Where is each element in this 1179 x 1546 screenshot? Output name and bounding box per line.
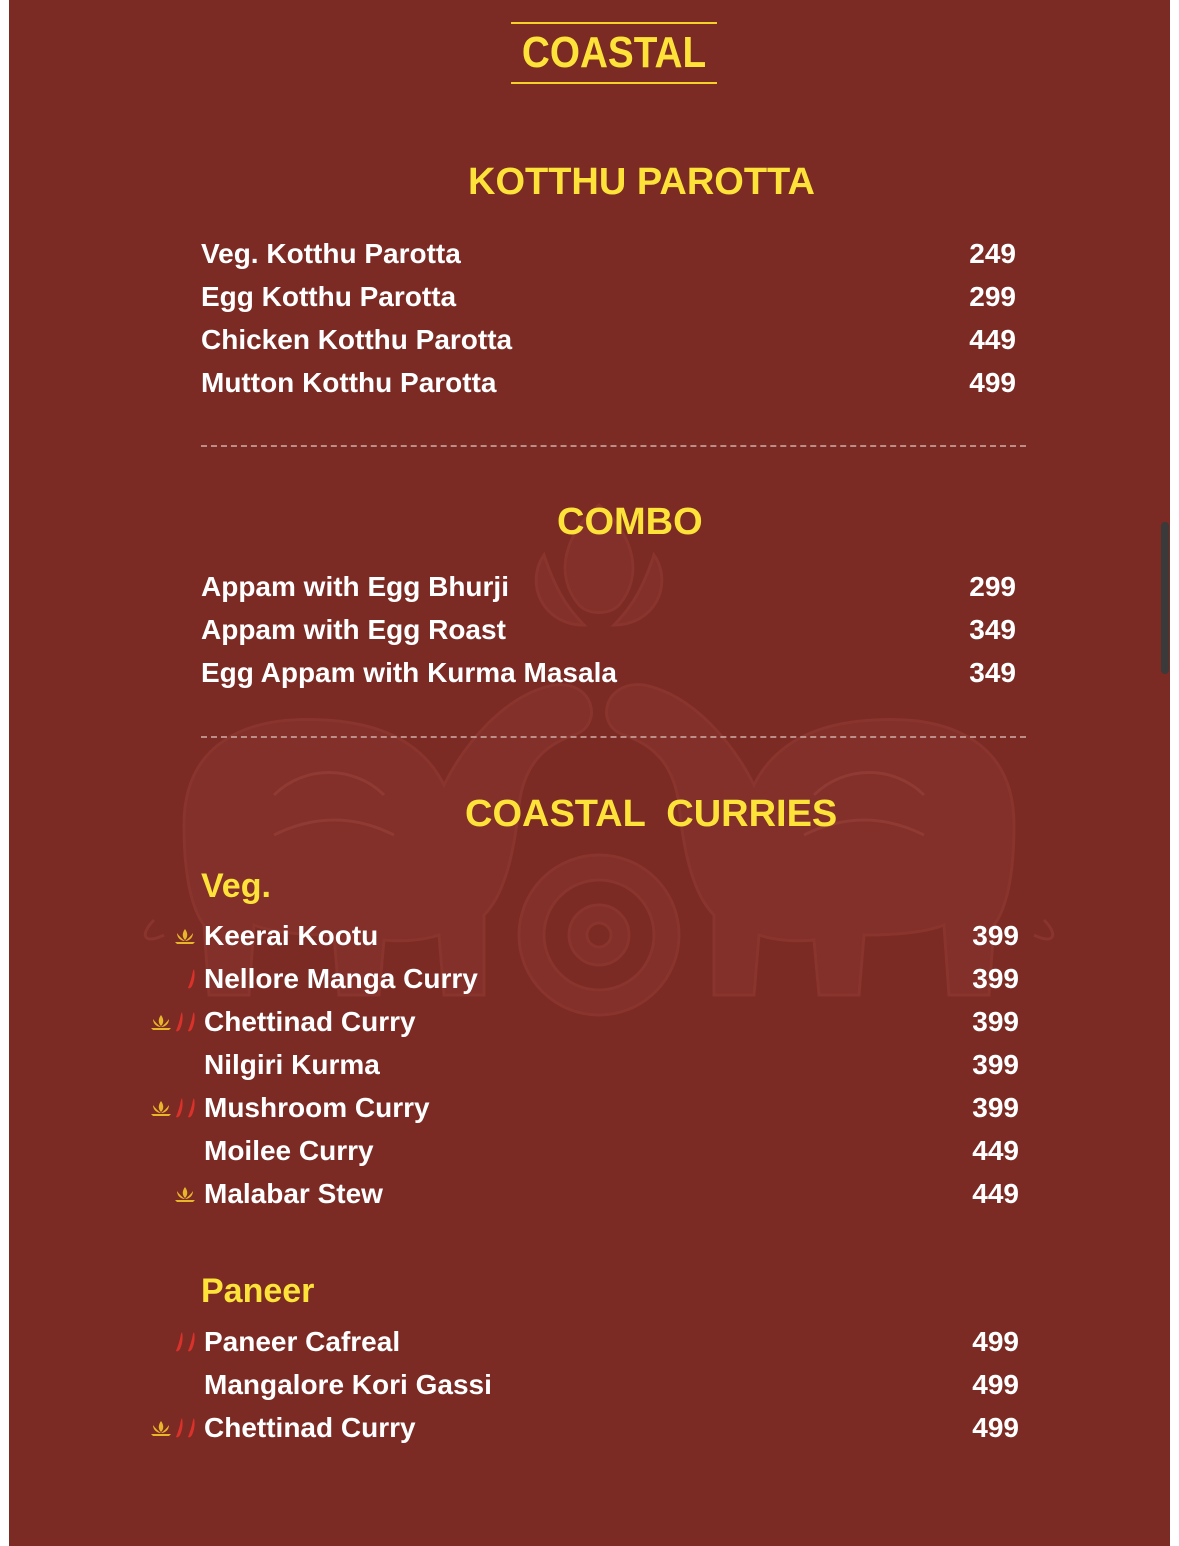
list-item (201, 232, 1016, 275)
item-name: Malabar Stew (204, 1178, 383, 1209)
scrollbar[interactable] (1161, 522, 1169, 674)
section-title-kotthu-parotta: KOTTHU PAROTTA (468, 161, 815, 203)
chilli-icon (175, 1331, 185, 1353)
item-name: Mangalore Kori Gassi (204, 1369, 492, 1400)
item-price: 499 (972, 1412, 1019, 1443)
lotus-icon (149, 1099, 173, 1117)
item-price: 299 (969, 571, 1016, 602)
list-item (204, 1406, 1019, 1449)
item-icons (129, 1320, 197, 1363)
item-name: Appam with Egg Bhurji (201, 571, 509, 602)
item-price: 499 (972, 1369, 1019, 1400)
list-item (204, 1000, 1019, 1043)
list-item (204, 1172, 1019, 1215)
list-item (204, 1086, 1019, 1129)
item-name: Nellore Manga Curry (204, 963, 478, 994)
item-price: 449 (972, 1135, 1019, 1166)
lotus-icon (149, 1419, 173, 1437)
page-title: COASTAL (511, 22, 717, 84)
item-price: 249 (969, 238, 1016, 269)
list-item (201, 361, 1016, 404)
item-name: Egg Appam with Kurma Masala (201, 657, 617, 688)
item-price: 399 (972, 920, 1019, 951)
section-title-combo: COMBO (557, 501, 703, 543)
chilli-icon (187, 968, 197, 990)
menu-card (9, 0, 1170, 1546)
item-name: Paneer Cafreal (204, 1326, 401, 1357)
list-item (201, 608, 1016, 651)
item-price: 449 (969, 324, 1016, 355)
list-item (204, 1363, 1019, 1406)
list-item (204, 1043, 1019, 1086)
item-price: 449 (972, 1178, 1019, 1209)
chilli-icon (187, 1097, 197, 1119)
subsection-title-paneer: Paneer (201, 1272, 315, 1310)
list-item (204, 914, 1019, 957)
item-price: 499 (972, 1326, 1019, 1357)
item-name: Veg. Kotthu Parotta (201, 238, 461, 269)
item-price: 499 (969, 367, 1016, 398)
item-icons (129, 957, 197, 1000)
item-icons (129, 914, 197, 957)
list-item (204, 957, 1019, 1000)
divider (201, 445, 1026, 447)
list-item (201, 565, 1016, 608)
divider (201, 736, 1026, 738)
chilli-icon (175, 1097, 185, 1119)
item-price: 299 (969, 281, 1016, 312)
item-price: 349 (969, 657, 1016, 688)
chilli-icon (175, 1417, 185, 1439)
item-name: Chettinad Curry (204, 1412, 416, 1443)
list-item (201, 275, 1016, 318)
item-price: 399 (972, 963, 1019, 994)
subsection-title-veg: Veg. (201, 867, 271, 905)
list-item (201, 318, 1016, 361)
chilli-icon (187, 1331, 197, 1353)
item-price: 399 (972, 1092, 1019, 1123)
item-icons (129, 1406, 197, 1449)
lotus-icon (173, 927, 197, 945)
item-name: Nilgiri Kurma (204, 1049, 380, 1080)
lotus-icon (173, 1185, 197, 1203)
item-name: Appam with Egg Roast (201, 614, 506, 645)
item-icons (129, 1086, 197, 1129)
item-name: Moilee Curry (204, 1135, 374, 1166)
item-name: Chettinad Curry (204, 1006, 416, 1037)
item-icons (129, 1000, 197, 1043)
chilli-icon (175, 1011, 185, 1033)
chilli-icon (187, 1417, 197, 1439)
section-title-coastal-curries: COASTAL CURRIES (465, 793, 838, 835)
item-name: Mushroom Curry (204, 1092, 430, 1123)
item-name: Keerai Kootu (204, 920, 379, 951)
item-name: Mutton Kotthu Parotta (201, 367, 497, 398)
item-price: 399 (972, 1049, 1019, 1080)
item-name: Egg Kotthu Parotta (201, 281, 457, 312)
item-icons (129, 1172, 197, 1215)
list-item (204, 1129, 1019, 1172)
chilli-icon (187, 1011, 197, 1033)
lotus-icon (149, 1013, 173, 1031)
item-price: 349 (969, 614, 1016, 645)
item-price: 399 (972, 1006, 1019, 1037)
list-item (201, 651, 1016, 694)
list-item (204, 1320, 1019, 1363)
item-name: Chicken Kotthu Parotta (201, 324, 513, 355)
